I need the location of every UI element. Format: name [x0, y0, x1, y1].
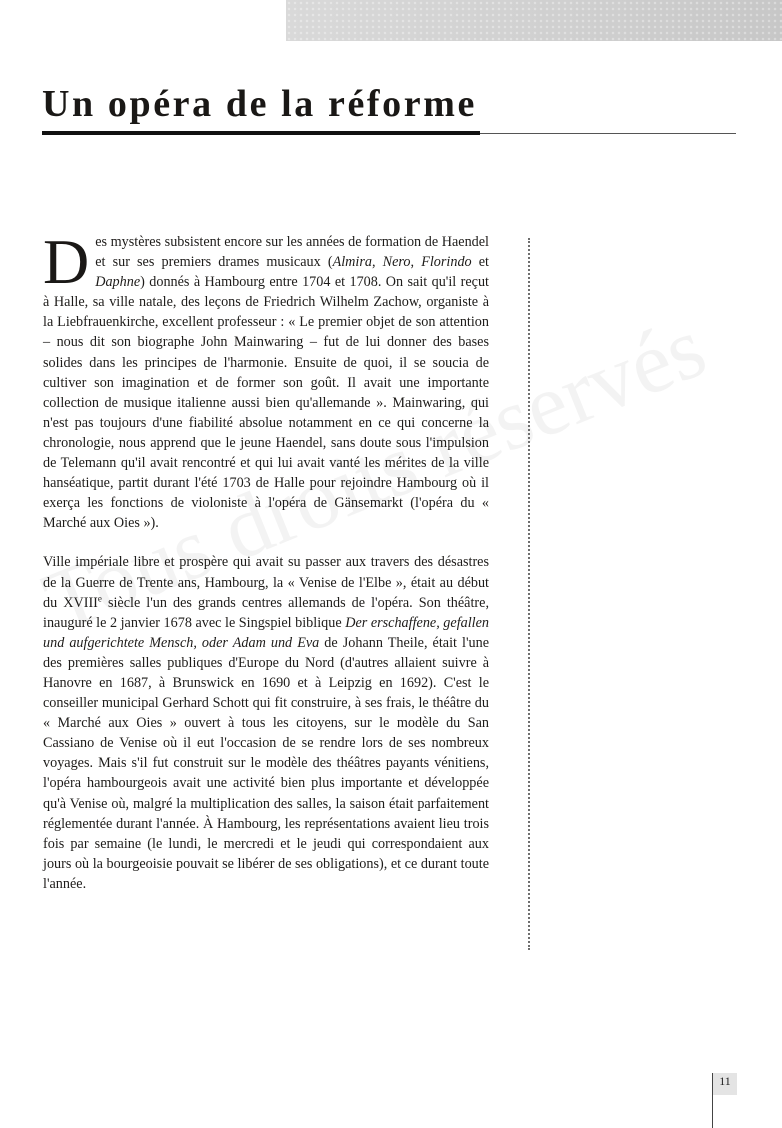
text-segment: ,	[371, 254, 383, 271]
work-title: Der erschaffene, gefallen und aufgerichtete Mensch, oder Adam und Eva	[43, 614, 490, 651]
page-number: 11	[719, 1074, 731, 1088]
drop-cap: D	[43, 226, 90, 297]
text-segment: ) donnés à Hambourg entre 1704 et 1708. On sait qu'il reçut à Halle, sa ville natale, des leçons de Friedrich Wilhelm Zachow, organiste à la Liebfrauenkirche, excellent professeur : « Le premier objet de son attention – nous dit son biographe John Mainwaring – fut de lui donner des bases solides dans les principes de l'harmonie. Ensuite de quoi, il se soucia de cultiver son imagination et de former son goût. Il avait une importante collection de musique italienne aussi bien qu'allemande ». Mainwaring, qui n'est pas toujours d'une fiabilité absolue notamment en ce qui concerne la chronologie, nous apprend que le jeune Haendel, sans doute sous l'impulsion de Telemann qu'il avait rencontré et qui lui avait vanté les mérites de la ville hanséatique, partit durant l'été 1703 de Halle pour rejoindre Hambourg où il exerça les fonctions de violoniste à l'opéra de Gänsemarkt (l'opéra du « Marché aux Oies »).	[43, 274, 489, 532]
page-title: Un opéra de la réforme	[42, 83, 477, 125]
column-separator	[528, 238, 530, 950]
superscript: e	[97, 592, 102, 603]
work-title: Florindo	[421, 254, 472, 271]
article-body	[43, 226, 490, 894]
text-segment: et	[471, 254, 489, 271]
text-segment: ,	[410, 254, 422, 271]
paragraph-2	[43, 552, 489, 894]
paragraph-1	[43, 226, 489, 533]
work-title: Nero	[382, 254, 411, 271]
title-underline-accent	[42, 131, 480, 135]
header-band	[286, 0, 782, 41]
work-title: Daphne	[95, 274, 141, 291]
text-segment: siècle l'un des grands centres allemands de l'opéra. Son théâtre, inauguré le 2 janvier 1678 avec le Singspiel biblique	[43, 594, 489, 631]
work-title: Almira	[332, 254, 372, 271]
text-segment: de Johann Theile, était l'une des premières salles publiques d'Europe du Nord (d'autres allaient suivre à Hanovre en 1687, à Brunswick en 1690 et à Leipzig en 1692). C'est le conseiller municipal Gerhard Schott qui fit construire, à ses frais, le théâtre du « Marché aux Oies » ouvert à tous les citoyens, sur le modèle du San Cassiano de Venise où il eut l'occasion de se rendre lors de ses nombreux voyages. Mais s'il fut construit sur le modèle des théâtres payants vénitiens, l'opéra hambourgeois avait une activité bien plus importante et développée qu'à Venise où, malgré la multiplication des salles, la saison était parfaitement réglementée durant l'année. À Hambourg, les représentations avaient lieu trois fois par semaine (le lundi, le mercredi et le jeudi qui correspondaient aux jours où la bourgeoisie pouvait se libérer de ses obligations), et ce durant toute l'année.	[43, 634, 490, 892]
text-segment: Ville impériale libre et prospère qui avait su passer aux travers des désastres de la Guerre de Trente ans, Hambourg, la « Venise de l'Elbe », était au début du XVIII	[43, 554, 489, 611]
text-segment: es mystères subsistent encore sur les années de formation de Haendel et sur ses premiers drames musicaux (	[95, 234, 489, 271]
